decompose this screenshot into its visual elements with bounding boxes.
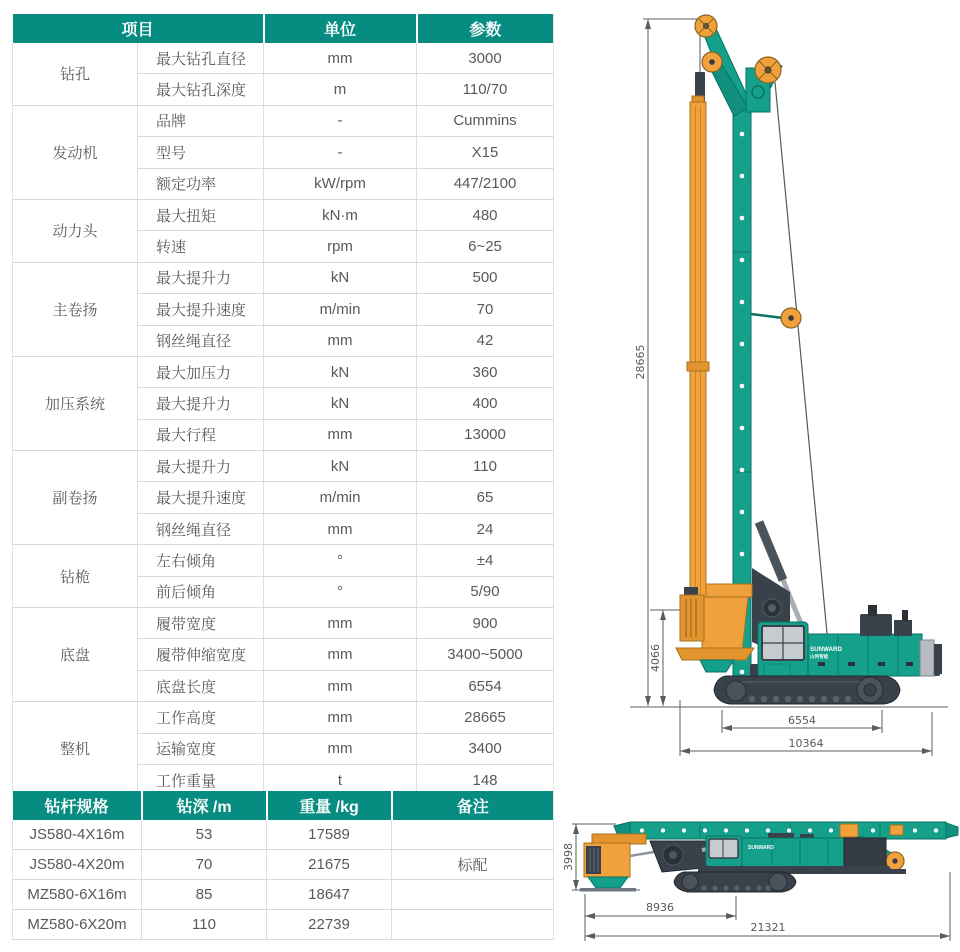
spec-sub-cell: 最大加压力	[138, 356, 264, 387]
spec-unit-cell: kW/rpm	[264, 168, 417, 199]
spec-row	[13, 451, 554, 482]
spec-row	[13, 199, 554, 230]
pipe-cell-0: MZ580-6X16m	[13, 880, 142, 910]
spec-unit-cell: °	[264, 545, 417, 576]
spec-row	[13, 608, 554, 639]
spec-category-cell: 钻孔	[13, 43, 138, 105]
spec-val-cell: 3000	[417, 43, 554, 74]
spec-unit-cell: rpm	[264, 231, 417, 262]
spec-sub-cell: 型号	[138, 137, 264, 168]
spec-val-cell: 3400	[417, 733, 554, 764]
spec-unit-cell: mm	[264, 419, 417, 450]
spec-sub-cell: 最大提升力	[138, 451, 264, 482]
spec-unit-cell: mm	[264, 733, 417, 764]
spec-unit-cell: t	[264, 764, 417, 795]
pipe-cell-3: 标配	[392, 850, 554, 880]
dim-track-length	[722, 710, 882, 733]
spec-val-cell: 13000	[417, 419, 554, 450]
head-pulley-top	[695, 15, 717, 37]
pipe-cell-3	[392, 820, 554, 850]
spec-unit-cell: mm	[264, 513, 417, 544]
spec-row	[13, 105, 554, 136]
brand-logo-transport: SUNWARD	[748, 845, 774, 851]
spec-val-cell: 6~25	[417, 231, 554, 262]
spec-unit-cell: m	[264, 74, 417, 105]
spec-unit-cell: kN·m	[264, 199, 417, 230]
spec-table	[12, 14, 554, 796]
spec-sub-cell: 最大提升速度	[138, 294, 264, 325]
mast-head	[695, 15, 782, 116]
cable-pulley-block	[751, 308, 801, 328]
spec-sub-cell: 前后倾角	[138, 576, 264, 607]
spec-category-cell: 钻桅	[13, 545, 138, 608]
pipe-cell-0: JS580-4X16m	[13, 820, 142, 850]
spec-category-cell: 副卷扬	[13, 451, 138, 545]
spec-unit-cell: mm	[264, 639, 417, 670]
spec-unit-cell: -	[264, 137, 417, 168]
spec-unit-cell: kN	[264, 451, 417, 482]
spec-sub-cell: 转速	[138, 231, 264, 262]
pipe-table-body	[13, 820, 554, 940]
spec-header-unit: 单位	[264, 14, 417, 43]
pipe-header-depth: 钻深 /m	[142, 791, 267, 820]
spec-category-cell: 加压系统	[13, 356, 138, 450]
spec-val-cell: 148	[417, 764, 554, 795]
pipe-header-spec: 钻杆规格	[13, 791, 142, 820]
spec-val-cell: 42	[417, 325, 554, 356]
svg-text:10364: 10364	[788, 737, 824, 750]
spec-unit-cell: mm	[264, 43, 417, 74]
pipe-row	[13, 910, 554, 940]
spec-sub-cell: 运输宽度	[138, 733, 264, 764]
rig-transport-drawing	[560, 786, 960, 952]
spec-row	[13, 43, 554, 74]
spec-category-cell: 主卷扬	[13, 262, 138, 356]
engine-housing	[860, 614, 892, 636]
pipe-header-remark: 备注	[392, 791, 554, 820]
spec-sub-cell: 底盘长度	[138, 670, 264, 701]
pipe-cell-1: 110	[142, 910, 267, 940]
spec-sub-cell: 工作高度	[138, 702, 264, 733]
spec-val-cell: 500	[417, 262, 554, 293]
spec-val-cell: 900	[417, 608, 554, 639]
pipe-header-weight: 重量 /kg	[267, 791, 392, 820]
svg-text:28665: 28665	[634, 344, 647, 380]
spec-val-cell: 3400~5000	[417, 639, 554, 670]
spec-val-cell: 360	[417, 356, 554, 387]
spec-unit-cell: mm	[264, 702, 417, 733]
spec-sub-cell: 最大提升速度	[138, 482, 264, 513]
spec-sub-cell: 最大钻孔深度	[138, 74, 264, 105]
spec-unit-cell: -	[264, 105, 417, 136]
pipe-cell-0: JS580-4X20m	[13, 850, 142, 880]
spec-sub-cell: 左右倾角	[138, 545, 264, 576]
pipe-cell-0: MZ580-6X20m	[13, 910, 142, 940]
head-pulley-mid	[702, 52, 722, 72]
transport-crawler	[674, 872, 796, 892]
spec-header-item: 项目	[13, 14, 264, 43]
spec-sub-cell: 最大行程	[138, 419, 264, 450]
spec-unit-cell: mm	[264, 325, 417, 356]
spec-val-cell: 5/90	[417, 576, 554, 607]
spec-category-cell: 底盘	[13, 608, 138, 702]
spec-category-cell: 发动机	[13, 105, 138, 199]
spec-row	[13, 702, 554, 733]
spec-val-cell: 24	[417, 513, 554, 544]
pipe-cell-2: 22739	[267, 910, 392, 940]
spec-unit-cell: °	[264, 576, 417, 607]
pipe-row	[13, 820, 554, 850]
brand-logo: SUNWARD	[810, 646, 842, 653]
pipe-table-header	[13, 791, 554, 820]
cab	[758, 622, 808, 682]
rig-working-drawing	[570, 0, 960, 780]
pipe-cell-1: 70	[142, 850, 267, 880]
kelly-bar	[687, 72, 709, 618]
svg-text:3998: 3998	[562, 843, 575, 871]
svg-text:6554: 6554	[788, 714, 816, 727]
pipe-table	[12, 791, 554, 940]
pipe-cell-1: 53	[142, 820, 267, 850]
dim-front-length	[585, 894, 736, 941]
spec-sub-cell: 最大提升力	[138, 388, 264, 419]
spec-sub-cell: 工作重量	[138, 764, 264, 795]
spec-unit-cell: kN	[264, 388, 417, 419]
spec-val-cell: Cummins	[417, 105, 554, 136]
counterweight	[920, 640, 934, 676]
spec-val-cell: 6554	[417, 670, 554, 701]
spec-sub-cell: 钢丝绳直径	[138, 513, 264, 544]
spec-sub-cell: 最大钻孔直径	[138, 43, 264, 74]
spec-table-header	[13, 14, 554, 43]
crawler	[714, 676, 900, 704]
spec-row	[13, 262, 554, 293]
spec-val-cell: 65	[417, 482, 554, 513]
spec-sub-cell: 履带宽度	[138, 608, 264, 639]
svg-text:21321: 21321	[750, 921, 786, 934]
spec-category-cell: 整机	[13, 702, 138, 796]
head-pulley-right	[755, 57, 781, 83]
transport-cab	[706, 836, 742, 867]
spec-val-cell: 400	[417, 388, 554, 419]
spec-row	[13, 545, 554, 576]
brand-logo-sub: 山河智能	[810, 654, 829, 659]
spec-category-cell: 动力头	[13, 199, 138, 262]
spec-unit-cell: kN	[264, 262, 417, 293]
spec-unit-cell: kN	[264, 356, 417, 387]
pipe-cell-2: 21675	[267, 850, 392, 880]
spec-sub-cell: 履带伸缩宽度	[138, 639, 264, 670]
spec-row	[13, 356, 554, 387]
svg-text:8936: 8936	[646, 901, 674, 914]
spec-sub-cell: 钢丝绳直径	[138, 325, 264, 356]
spec-unit-cell: m/min	[264, 294, 417, 325]
pipe-cell-2: 17589	[267, 820, 392, 850]
svg-text:4066: 4066	[649, 644, 662, 672]
spec-val-cell: 480	[417, 199, 554, 230]
rotary-drive	[676, 584, 754, 672]
spec-unit-cell: mm	[264, 608, 417, 639]
spec-val-cell: 110	[417, 451, 554, 482]
rig-cables	[700, 24, 828, 644]
spec-sub-cell: 额定功率	[138, 168, 264, 199]
spec-header-value: 参数	[417, 14, 554, 43]
spec-val-cell: 28665	[417, 702, 554, 733]
spec-val-cell: ±4	[417, 545, 554, 576]
pipe-cell-3	[392, 910, 554, 940]
spec-val-cell: 110/70	[417, 74, 554, 105]
spec-unit-cell: mm	[264, 670, 417, 701]
pipe-row	[13, 850, 554, 880]
spec-val-cell: 447/2100	[417, 168, 554, 199]
spec-sub-cell: 最大扭矩	[138, 199, 264, 230]
spec-val-cell: 70	[417, 294, 554, 325]
spec-val-cell: X15	[417, 137, 554, 168]
spec-unit-cell: m/min	[264, 482, 417, 513]
spec-sub-cell: 品牌	[138, 105, 264, 136]
pipe-cell-1: 85	[142, 880, 267, 910]
pipe-row	[13, 880, 554, 910]
spec-table-body	[13, 43, 554, 796]
spec-sub-cell: 最大提升力	[138, 262, 264, 293]
pipe-cell-3	[392, 880, 554, 910]
pipe-cell-2: 18647	[267, 880, 392, 910]
